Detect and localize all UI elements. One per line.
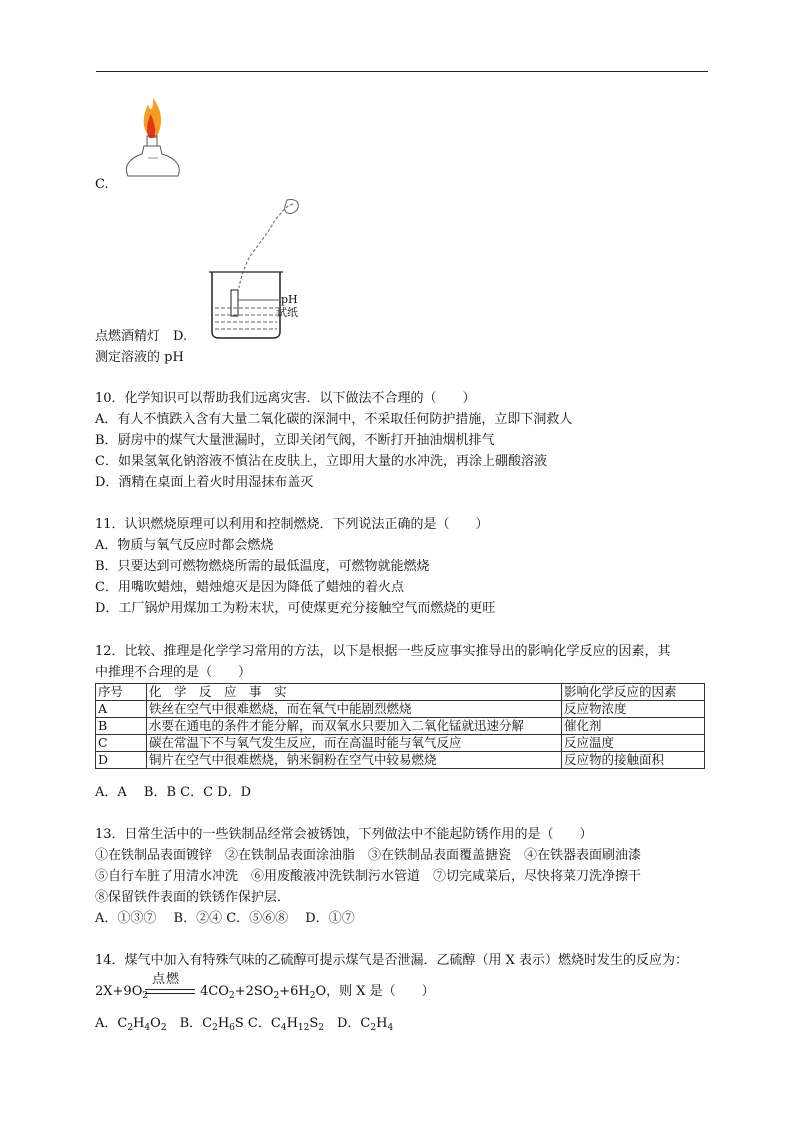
question-13 <box>95 824 715 929</box>
ph-test-figure <box>205 196 315 346</box>
table-header-row <box>96 684 705 701</box>
items-line-1: ①在铁制品表面镀锌 ②在铁制品表面涂油脂 ③在铁制品表面覆盖搪瓷 ④在铁器表面刷油漆 <box>95 848 642 863</box>
question-12 <box>95 641 715 683</box>
option-c: C．如果氢氧化钠溶液不慎沾在皮肤上，立即用大量的水冲洗，再涂上硼酸溶液 <box>95 454 547 469</box>
table-cell: 催化剂 <box>562 718 705 735</box>
table-cell: 反应物的接触面积 <box>562 752 705 769</box>
q12-answer-options: A．A B．B C．C D．D <box>95 785 252 800</box>
option-b: B．厨房中的煤气大量泄漏时，立即关闭气阀，不断打开抽油烟机排气 <box>95 433 495 448</box>
option-d: D．工厂锅炉用煤加工为粉末状，可使煤更充分接触空气而燃烧的更旺 <box>95 601 496 616</box>
items-line-3: ⑧保留铁件表面的铁锈作保护层． <box>95 890 291 905</box>
question-stem-line-1: 12．比较、推理是化学学习常用的方法，以下是根据一些反应事实推导出的影响化学反应的因素，其 <box>95 644 671 659</box>
option-b: B．只要达到可燃物燃烧所需的最低温度，可燃物就能燃烧 <box>95 559 430 574</box>
header-number: 序号 <box>96 684 147 701</box>
option-c: C．用嘴吹蜡烛，蜡烛熄灭是因为降低了蜡烛的着火点 <box>95 580 404 595</box>
table-row <box>96 718 705 735</box>
answer-options: A．①③⑦ B．②④ C．⑤⑥⑧ D．①⑦ <box>95 911 355 926</box>
option-d-caption: 测定溶液的 pH <box>95 350 184 365</box>
items-line-2: ⑤自行车脏了用清水冲洗 ⑥用废酸液冲洗铁制污水管道 ⑦切完咸菜后，尽快将菜刀洗净擦干 <box>95 869 642 884</box>
q14-answer-options: A．$C_2H_4O_2$ B．$C_2H_6S$ C．$C_4H_{12}S_2$ D．$C_2H_4$ <box>95 1016 394 1033</box>
table-row <box>96 752 705 769</box>
header-factor: 影响化学反应的因素 <box>562 684 705 701</box>
table-cell: 碳在常温下不与氧气发生反应，而在高温时能与氧气反应 <box>147 735 562 752</box>
question-stem: 10．化学知识可以帮助我们远离灾害．以下做法不合理的（ ） <box>95 391 476 406</box>
table-row <box>96 735 705 752</box>
table-cell: B <box>96 718 147 735</box>
option-d: D．酒精在桌面上着火时用湿抹布盖灭 <box>95 475 314 490</box>
option-c-caption: 点燃酒精灯 D. <box>95 329 188 344</box>
table-row <box>96 701 705 718</box>
table-cell: 水要在通电的条件才能分解，而双氧水只要加入二氧化锰就迅速分解 <box>147 718 562 735</box>
q14-equation: $2X+9O_2$ $4CO_2+2SO_2+6H_2O$，则 X 是（ ） <box>95 984 435 1001</box>
question-stem: 11．认识燃烧原理可以利用和控制燃烧．下列说法正确的是（ ） <box>95 517 489 532</box>
reaction-condition: 点燃 <box>152 972 181 987</box>
option-a: A．有人不慎跌入含有大量二氧化碳的深洞中，不采取任何防护措施，立即下洞救人 <box>95 412 573 427</box>
table-cell: A <box>96 701 147 718</box>
table-cell: 铜片在空气中很难燃烧，钠米铜粉在空气中较易燃烧 <box>147 752 562 769</box>
option-c-label: C. <box>95 177 109 192</box>
q14-stem: 14．煤气中加入有特殊气味的乙硫醇可提示煤气是否泄漏．乙硫醇（用 X 表示）燃烧时发生的反应为： <box>95 953 689 968</box>
question-stem: 13．日常生活中的一些铁制品经常会被锈蚀，下列做法中不能起防锈作用的是（ ） <box>95 827 593 842</box>
table-cell: C <box>96 735 147 752</box>
table-cell: D <box>96 752 147 769</box>
reaction-table <box>95 683 705 769</box>
table-cell: 反应温度 <box>562 735 705 752</box>
test-paper-label: 试纸 <box>276 306 298 319</box>
header-rule <box>96 71 708 72</box>
header-fact: 化 学 反 应 事 实 <box>147 684 562 701</box>
question-10 <box>95 388 715 493</box>
alcohol-lamp-figure <box>118 96 188 182</box>
question-stem-line-2: 中推理不合理的是（ ） <box>95 665 252 680</box>
ph-paper-label: pH <box>281 293 298 306</box>
table-cell: 铁丝在空气中很难燃烧，而在氧气中能剧烈燃烧 <box>147 701 562 718</box>
table-cell: 反应物浓度 <box>562 701 705 718</box>
option-a: A．物质与氧气反应时都会燃烧 <box>95 538 274 553</box>
question-11 <box>95 514 715 619</box>
option-d-label: D. <box>173 329 188 344</box>
